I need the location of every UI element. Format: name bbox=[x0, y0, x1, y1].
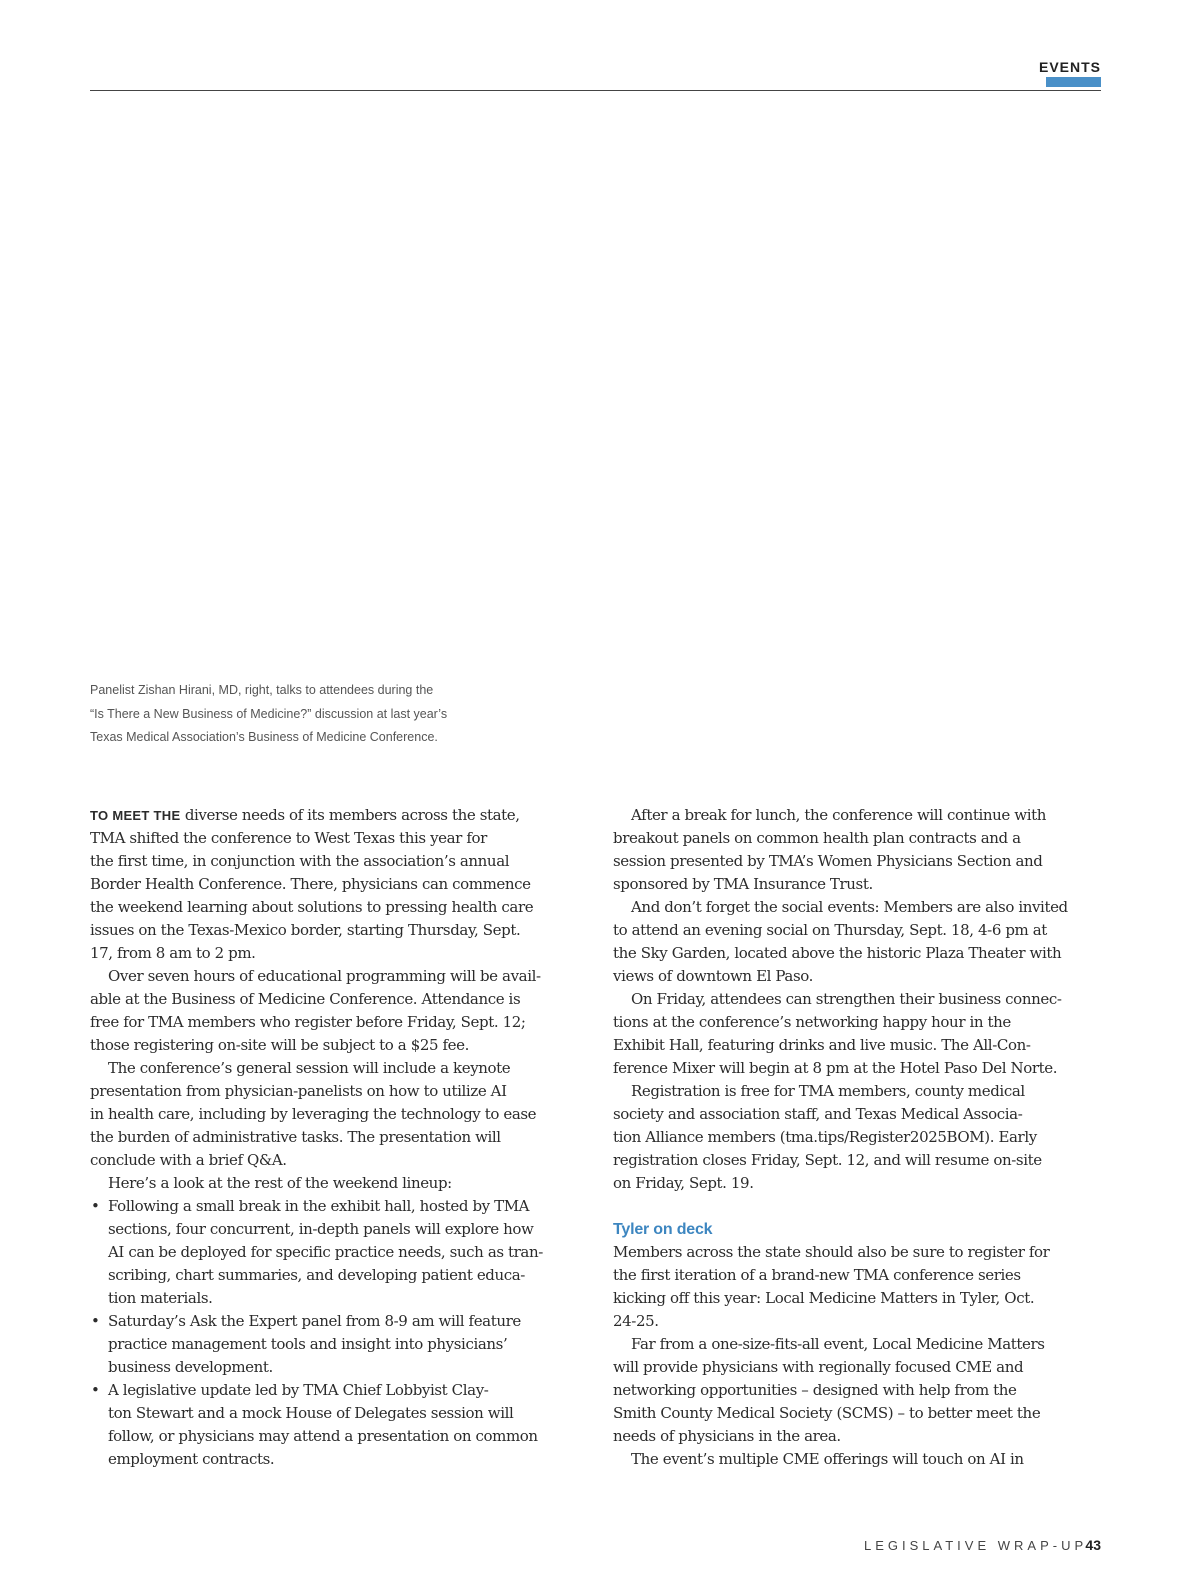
header-rule bbox=[90, 90, 1101, 91]
text-line: Members across the state should also be sure to register for bbox=[613, 1243, 1050, 1261]
text-line: After a break for lunch, the conference will continue with bbox=[631, 806, 1046, 824]
text-line bbox=[90, 804, 578, 827]
text-line: ference Mixer will begin at 8 pm at the Hotel Paso Del Norte. bbox=[613, 1059, 1058, 1077]
text-line: The conference’s general session will include a keynote bbox=[108, 1059, 511, 1077]
text-line: Far from a one-size-fits-all event, Local Medicine Matters bbox=[631, 1335, 1045, 1353]
text-line: breakout panels on common health plan contracts and a bbox=[613, 829, 1021, 847]
text-line: The event’s multiple CME offerings will touch on AI in bbox=[631, 1450, 1024, 1468]
text-line: registration closes Friday, Sept. 12, and will resume on-site bbox=[613, 1151, 1042, 1169]
bullet-icon: • bbox=[91, 1312, 100, 1330]
text-line: business development. bbox=[108, 1358, 273, 1376]
text-line: Registration is free for TMA members, county medical bbox=[631, 1082, 1025, 1100]
photo-area bbox=[90, 100, 1101, 670]
text-line: the weekend learning about solutions to pressing health care bbox=[90, 898, 534, 916]
right-column bbox=[613, 804, 1101, 1471]
text-line: sponsored by TMA Insurance Trust. bbox=[613, 875, 873, 893]
left-column bbox=[90, 804, 578, 1471]
bullet-line bbox=[90, 1195, 578, 1218]
text-line: the burden of administrative tasks. The presentation will bbox=[90, 1128, 501, 1146]
bullet-text: A legislative update led by TMA Chief Lobbyist Clay- bbox=[108, 1381, 489, 1399]
text-line: networking opportunities – designed with help from the bbox=[613, 1381, 1017, 1399]
text-line: ton Stewart and a mock House of Delegates session will bbox=[108, 1404, 514, 1422]
photo-caption bbox=[90, 679, 530, 750]
text-line: needs of physicians in the area. bbox=[613, 1427, 841, 1445]
text-line: society and association staff, and Texas Medical Associa- bbox=[613, 1105, 1023, 1123]
bullet-icon: • bbox=[91, 1381, 100, 1399]
text-line: free for TMA members who register before Friday, Sept. 12; bbox=[90, 1013, 526, 1031]
text-line: TMA shifted the conference to West Texas this year for bbox=[90, 829, 487, 847]
footer-title: LEGISLATIVE WRAP-UP bbox=[864, 1538, 1088, 1553]
text-line: tion Alliance members (tma.tips/Register2025BOM). Early bbox=[613, 1128, 1037, 1146]
bullet-line bbox=[90, 1310, 578, 1333]
text-line: employment contracts. bbox=[108, 1450, 275, 1468]
text-line: views of downtown El Paso. bbox=[613, 967, 813, 985]
bullet-text: Following a small break in the exhibit hall, hosted by TMA bbox=[108, 1197, 530, 1215]
text-line: follow, or physicians may attend a presentation on common bbox=[108, 1427, 538, 1445]
bullet-text: Saturday’s Ask the Expert panel from 8-9 am will feature bbox=[108, 1312, 521, 1330]
text-line: the first iteration of a brand-new TMA conference series bbox=[613, 1266, 1021, 1284]
bullet-icon: • bbox=[91, 1197, 100, 1215]
text-line: practice management tools and insight into physicians’ bbox=[108, 1335, 508, 1353]
section-label: EVENTS bbox=[1038, 59, 1101, 75]
text-line: in health care, including by leveraging the technology to ease bbox=[90, 1105, 537, 1123]
caption-line: Texas Medical Association’s Business of Medicine Conference. bbox=[90, 730, 438, 744]
text-line: the Sky Garden, located above the historic Plaza Theater with bbox=[613, 944, 1062, 962]
text-line: Exhibit Hall, featuring drinks and live music. The All-Con- bbox=[613, 1036, 1031, 1054]
caption-line: “Is There a New Business of Medicine?” discussion at last year’s bbox=[90, 706, 448, 721]
text-line: On Friday, attendees can strengthen their business connec- bbox=[631, 990, 1062, 1008]
text-line: scribing, chart summaries, and developing patient educa- bbox=[108, 1266, 525, 1284]
text-line: session presented by TMA’s Women Physicians Section and bbox=[613, 852, 1043, 870]
text-line: 24-25. bbox=[613, 1312, 659, 1330]
text-line: tions at the conference’s networking happy hour in the bbox=[613, 1013, 1011, 1031]
text-line: issues on the Texas-Mexico border, starting Thursday, Sept. bbox=[90, 921, 521, 939]
text-line: presentation from physician-panelists on how to utilize AI bbox=[90, 1082, 507, 1100]
text-line: AI can be deployed for specific practice needs, such as tran- bbox=[108, 1243, 543, 1261]
text-line: tion materials. bbox=[108, 1289, 213, 1307]
text-line: 17, from 8 am to 2 pm. bbox=[90, 944, 256, 962]
caption-line: Panelist Zishan Hirani, MD, right, talks to attendees during the bbox=[90, 683, 434, 697]
page-number: 43 bbox=[1085, 1537, 1101, 1553]
text-line: conclude with a brief Q&A. bbox=[90, 1151, 287, 1169]
bullet-line bbox=[90, 1379, 578, 1402]
section-accent-bar bbox=[1046, 77, 1101, 87]
text-line: kicking off this year: Local Medicine Matters in Tyler, Oct. bbox=[613, 1289, 1035, 1307]
text-line: And don’t forget the social events: Members are also invited bbox=[631, 898, 1068, 916]
text-line: those registering on-site will be subject to a $25 fee. bbox=[90, 1036, 469, 1054]
text-line: Over seven hours of educational programming will be avail- bbox=[108, 967, 541, 985]
text-line: able at the Business of Medicine Conference. Attendance is bbox=[90, 990, 521, 1008]
text-line: will provide physicians with regionally focused CME and bbox=[613, 1358, 1024, 1376]
text-line-rest: diverse needs of its members across the state, bbox=[180, 806, 520, 824]
text-line: sections, four concurrent, in-depth panels will explore how bbox=[108, 1220, 534, 1238]
text-line: Border Health Conference. There, physicians can commence bbox=[90, 875, 531, 893]
text-line: Here’s a look at the rest of the weekend lineup: bbox=[108, 1174, 452, 1192]
text-line: to attend an evening social on Thursday, Sept. 18, 4-6 pm at bbox=[613, 921, 1047, 939]
lead-in: TO MEET THE bbox=[90, 808, 181, 823]
text-line: the first time, in conjunction with the association’s annual bbox=[90, 852, 510, 870]
text-line: on Friday, Sept. 19. bbox=[613, 1174, 754, 1192]
subhead: Tyler on deck bbox=[613, 1221, 713, 1238]
text-line: Smith County Medical Society (SCMS) – to better meet the bbox=[613, 1404, 1041, 1422]
